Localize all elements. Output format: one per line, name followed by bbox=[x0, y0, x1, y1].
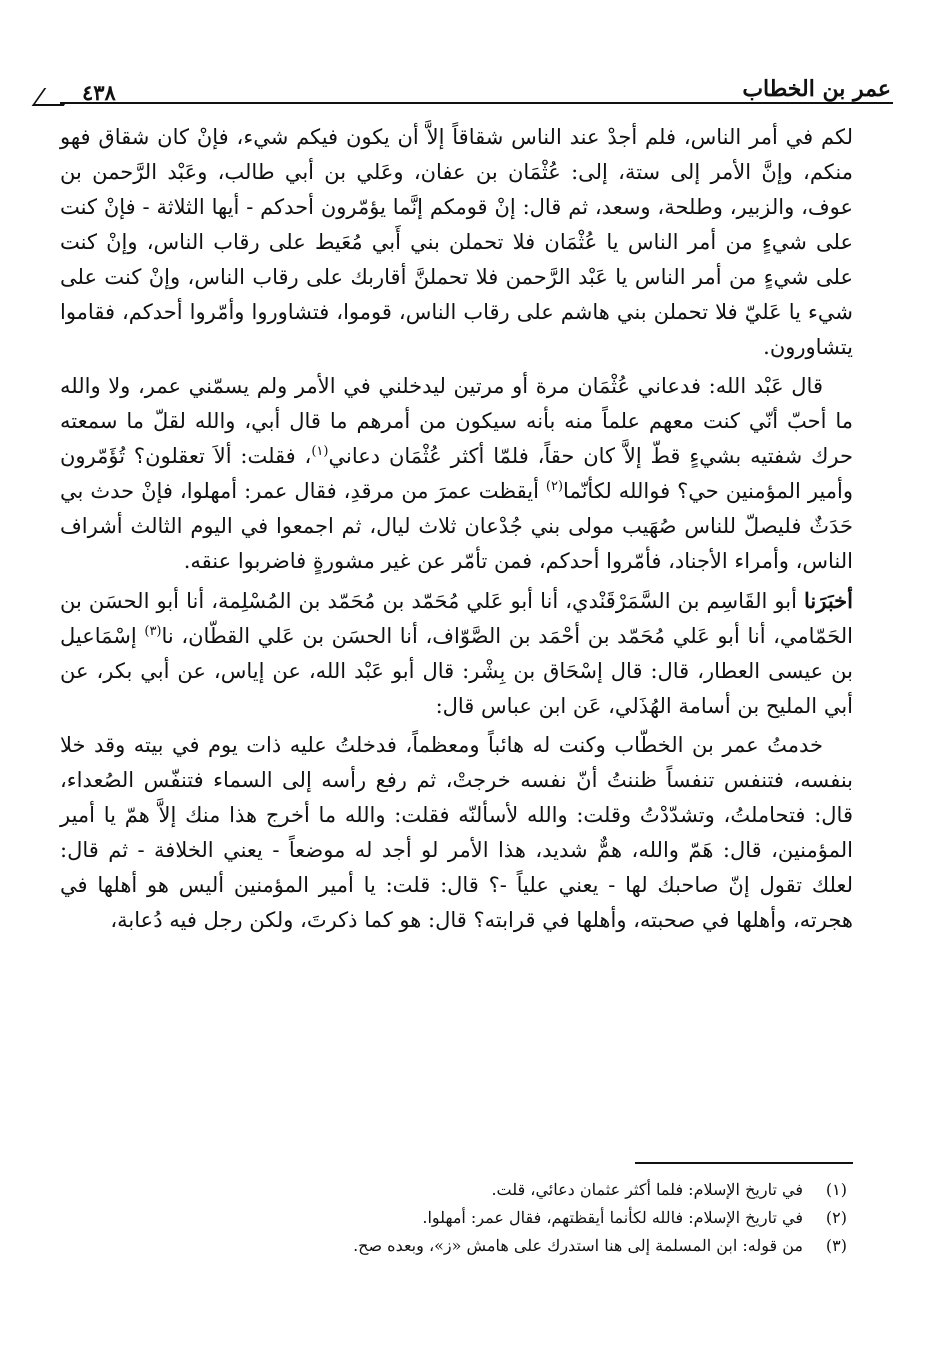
isnad-lead-word: أخبَرَنا bbox=[804, 588, 853, 613]
footnote-text: من قوله: ابن المسلمة إلى هنا استدرك على هامش «ز»، وبعده صح. bbox=[353, 1236, 803, 1255]
paragraph-3-part-a: أبو القَاسِم بن السَّمَرْقَنْدي، أنا أبو عَلي مُحَمّد بن مُحَمّد بن المُسْلِمة، أنا أبو الحسَن بن الحَمّامي، أنا أبو عَلي مُحَمّد بن أحْمَد بن الصَّوّاف، أنا الحسَن بن عَلي القطّان، نا bbox=[60, 589, 854, 648]
running-header bbox=[60, 70, 891, 110]
main-text bbox=[60, 120, 853, 938]
footnote-separator bbox=[635, 1162, 853, 1164]
paragraph-3-isnad bbox=[60, 583, 853, 724]
paragraph-3-part-b: إسْمَاعيل بن عيسى العطار، قال: قال إسْحَاق بن بِشْر: قال أبو عَبْد الله، عن إياس، عن أبي بكر، عن أبي المليح بن أسامة الهُذَلي، عَن ابن عباس قال: bbox=[60, 624, 853, 718]
footnote-number: (٢) bbox=[825, 1208, 847, 1227]
paragraph-2-part-a: قال عَبْد الله: فدعاني عُثْمَان مرة أو مرتين ليدخلني في الأمر ولم يسمّني عمر، ولا والله ما أحبّ أنّي كنت معهم علماً منه بأنه سيكون من أمرهم ما قال أبي، والله لقلّ ما سمعته حرك شفتيه بشيءٍ قطّ إلاَّ كان حقاً، فلمّا أكثر عُثْمَان دعاني bbox=[60, 374, 853, 468]
page-number: ٤٣٨ bbox=[82, 80, 116, 105]
footnote-text: في تاريخ الإسلام: فلما أكثر عثمان دعائي، قلت. bbox=[491, 1180, 803, 1199]
paragraph-2-part-b: ، فقلت: ألاَ تعقلون؟ تُؤَمّرون وأمير المؤمنين حي؟ فوالله لكأنّما bbox=[60, 444, 853, 503]
footnote-text: في تاريخ الإسلام: فالله لكأنما أيقظتهم، فقال عمر: أمهلوا. bbox=[422, 1208, 803, 1227]
header-rule bbox=[60, 102, 893, 104]
footnote-number: (١) bbox=[825, 1180, 847, 1199]
paragraph-2-part-c: أيقظت عمرَ من مرقدِ، فقال عمر: أمهلوا، فإنْ حدث بي حَدَثٌ فليصلّ للناس صُهَيب مولى بني جُدْعان ثلاث ليال، ثم اجمعوا في اليوم الثالث أشراف الناس، وأمراء الأجناد، فأمّروا أحدكم، فمن تأمّر عن غير مشورةٍ فاضربوا عنقه. bbox=[60, 479, 853, 573]
paragraph-1: لكم في أمر الناس، فلم أجدْ عند الناس شقاقاً إلاَّ أن يكون فيكم شيء، فإنْ كان شقاق فهو منكم، وإنَّ الأمر إلى ستة، إلى: عُثْمَان بن عفان، وعَلي بن أبي طالب، وعَبْد الرَّحمن بن عوف، والزبير، وطلحة، وسعد، ثم قال: إنْ قومكم إنَّما يؤمّرون أحدكم - أيها الثلاثة - فإنْ كنت على شيءٍ من أمر الناس يا عُثْمَان فلا تحملن بني أَبي مُعَيط على رقاب الناس، وإنْ كنت على شيءٍ من أمر الناس يا عَبْد الرَّحمن فلا تحملنَّ أقاربك على رقاب الناس، وإنْ كنت على شيء يا عَليّ فلا تحملن بني هاشم على رقاب الناس، قوموا، فتشاوروا وأمّروا أحدكم، فقاموا يتشاورون. bbox=[60, 125, 853, 359]
header-title: عمر بن الخطاب bbox=[742, 76, 891, 102]
footnote-ref-1: (١) bbox=[311, 444, 329, 459]
footnote-3 bbox=[60, 1232, 847, 1260]
paragraph-4: خدمتُ عمر بن الخطّاب وكنت له هائباً ومعظماً، فدخلتُ عليه ذات يوم في بيته وقد خلا بنفسه، فتنفس تنفساً ظننتُ أنّ نفسه خرجتْ، ثم رفع رأسه إلى السماء فتنفّس الصُعداء، قال: فتحاملتُ، وتشدّدْتُ وقلت: والله لأسألنّه فقلت: والله ما أخرج هذا منك إلاَّ همّ يا أمير المؤمنين، قال: هَمّ والله، همٌّ شديد، هذا الأمر لو أجد له موضعاً - يعني الخلافة - ثم قال: لعلك تقول إنّ صاحبك لها - يعني علياً -؟ قال: قلت: يا أمير المؤمنين أليس هو أهلها في هجرته، وأهلها في صحبته، وأهلها في قرابته؟ قال: هو كما ذكرتَ، ولكن رجل فيه دُعابة، bbox=[60, 733, 853, 932]
paragraph-2 bbox=[60, 369, 853, 579]
footnote-number: (٣) bbox=[825, 1236, 847, 1255]
footnote-ref-2: (٢) bbox=[545, 479, 564, 494]
footnote-1 bbox=[60, 1176, 847, 1204]
footnotes bbox=[60, 1176, 847, 1260]
footnote-ref-3: (٣) bbox=[144, 624, 162, 639]
footnote-2 bbox=[60, 1204, 847, 1232]
